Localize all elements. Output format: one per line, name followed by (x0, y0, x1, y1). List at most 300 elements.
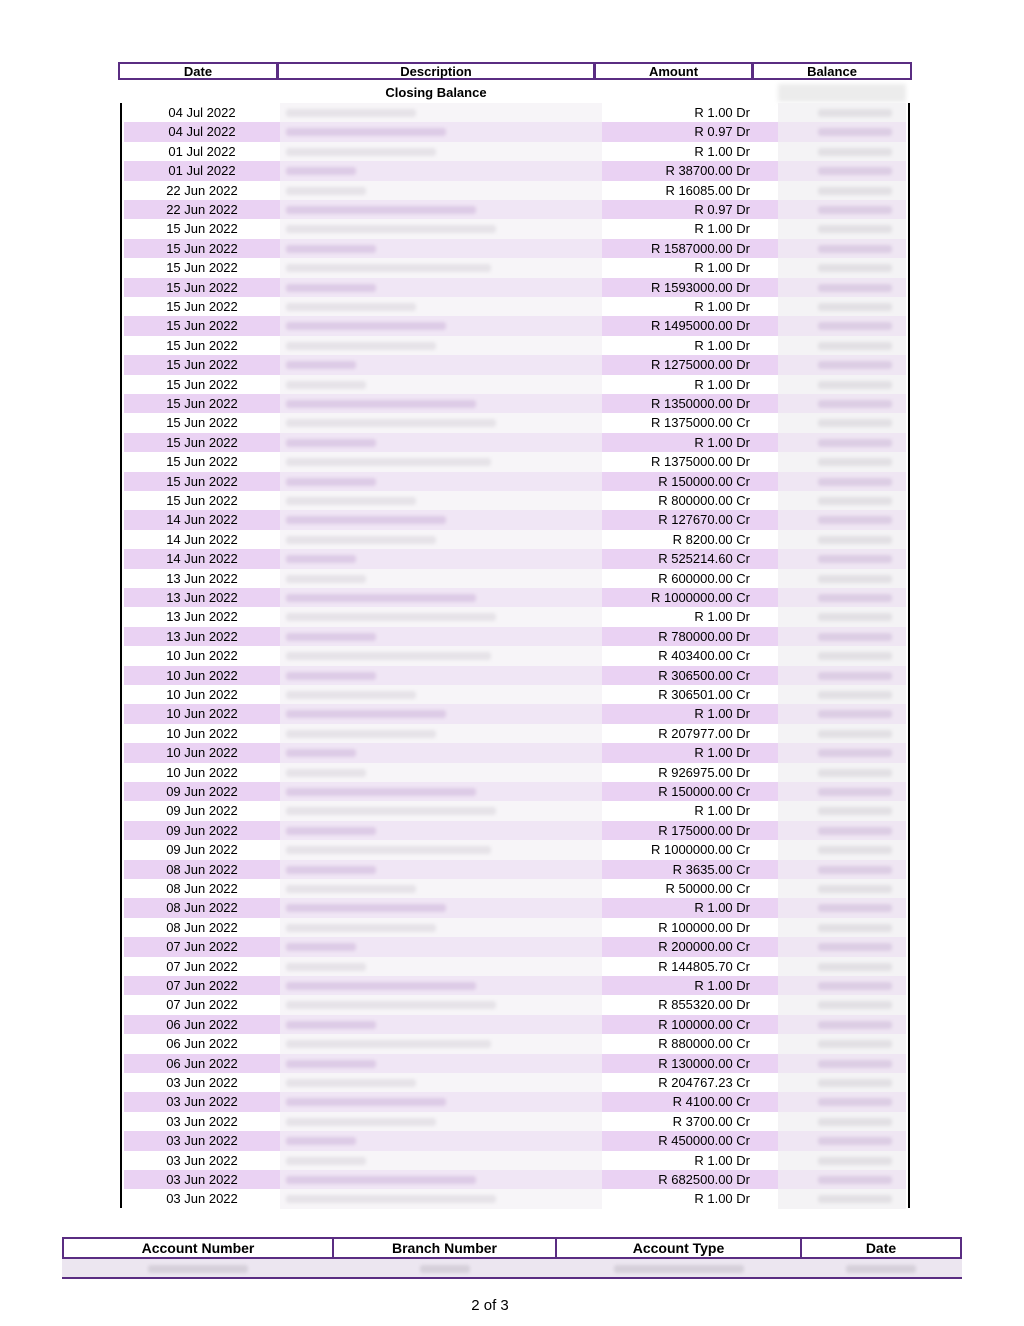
transaction-balance-redacted (778, 976, 906, 995)
transaction-balance-redacted (778, 181, 906, 200)
transaction-amount: R 855320.00 Dr (658, 997, 750, 1013)
transaction-date: 09 Jun 2022 (166, 842, 238, 858)
table-row (122, 937, 908, 956)
table-row (122, 1015, 908, 1034)
table-row (122, 239, 908, 258)
transaction-description-redacted (280, 355, 602, 374)
transaction-balance-redacted (778, 860, 906, 879)
table-row (122, 394, 908, 413)
transaction-description-redacted (280, 1015, 602, 1034)
transaction-description-redacted (280, 627, 602, 646)
transaction-date: 15 Jun 2022 (166, 337, 238, 353)
table-row (122, 1189, 908, 1208)
table-row (122, 530, 908, 549)
branch-number-value-redacted (332, 1259, 557, 1279)
transaction-date: 15 Jun 2022 (166, 493, 238, 508)
transaction-date: 08 Jun 2022 (124, 898, 280, 917)
transaction-description-redacted (280, 413, 602, 432)
transaction-amount: R 880000.00 Cr (658, 1036, 750, 1052)
table-row (122, 1092, 908, 1111)
transaction-amount: R 3635.00 Cr (602, 860, 778, 879)
transaction-date: 10 Jun 2022 (166, 764, 238, 780)
transaction-balance-redacted (778, 704, 906, 723)
transaction-date: 13 Jun 2022 (124, 627, 280, 646)
header-date: Date (118, 62, 278, 80)
transaction-amount: R 1.00 Dr (694, 337, 750, 353)
transaction-date: 13 Jun 2022 (166, 609, 238, 625)
transaction-description-redacted (280, 549, 602, 568)
table-row (122, 957, 908, 976)
transaction-description-redacted (280, 879, 602, 898)
transaction-amount: R 1.00 Dr (694, 376, 750, 392)
transaction-date: 07 Jun 2022 (166, 997, 238, 1013)
transaction-amount: R 450000.00 Cr (602, 1131, 778, 1150)
table-row (122, 297, 908, 316)
transaction-description-redacted (280, 898, 602, 917)
transaction-amount: R 1375000.00 Dr (650, 454, 750, 470)
table-row (122, 763, 908, 782)
transaction-balance-redacted (778, 627, 906, 646)
table-row (122, 316, 908, 335)
table-row (122, 491, 908, 510)
table-row (122, 375, 908, 394)
transaction-date: 22 Jun 2022 (124, 200, 280, 219)
table-row (122, 219, 908, 238)
transaction-description-redacted (280, 530, 602, 549)
transaction-amount: R 207977.00 Dr (658, 725, 750, 741)
transaction-date: 15 Jun 2022 (124, 433, 280, 452)
transaction-description-redacted (280, 1131, 602, 1150)
table-row (122, 433, 908, 452)
transaction-balance-redacted (778, 239, 906, 258)
transaction-description-redacted (280, 743, 602, 762)
transaction-balance-redacted (778, 491, 906, 510)
header-description: Description (277, 62, 595, 80)
table-row (122, 860, 908, 879)
transaction-balance-redacted (778, 258, 906, 277)
transaction-description-redacted (280, 685, 602, 704)
transaction-amount: R 150000.00 Cr (602, 472, 778, 491)
transaction-amount: R 1.00 Dr (694, 221, 750, 237)
transaction-amount: R 780000.00 Dr (602, 627, 778, 646)
transaction-date: 10 Jun 2022 (166, 687, 238, 702)
transaction-balance-redacted (778, 219, 906, 238)
transaction-balance-redacted (778, 607, 906, 626)
transaction-balance-redacted (778, 472, 906, 491)
transaction-date: 07 Jun 2022 (124, 937, 280, 956)
transaction-amount: R 1593000.00 Dr (602, 278, 778, 297)
table-row (122, 1054, 908, 1073)
transaction-amount: R 0.97 Dr (602, 122, 778, 141)
transaction-description-redacted (280, 278, 602, 297)
transaction-description-redacted (280, 1151, 602, 1170)
transaction-date: 04 Jul 2022 (168, 105, 236, 120)
table-row (122, 413, 908, 432)
transaction-date: 15 Jun 2022 (124, 239, 280, 258)
table-row (122, 782, 908, 801)
transaction-balance-redacted (778, 1034, 906, 1053)
transaction-amount: R 1.00 Dr (602, 743, 778, 762)
table-row (122, 510, 908, 529)
transaction-amount: R 100000.00 Cr (602, 1015, 778, 1034)
table-row (122, 976, 908, 995)
table-row (122, 840, 908, 859)
account-number-header: Account Number (62, 1237, 334, 1259)
transaction-description-redacted (280, 200, 602, 219)
transaction-amount: R 525214.60 Cr (602, 549, 778, 568)
transaction-balance-redacted (778, 355, 906, 374)
transaction-balance-redacted (778, 801, 906, 820)
transaction-amount: R 1.00 Dr (694, 803, 750, 819)
table-row (122, 472, 908, 491)
table-row (122, 200, 908, 219)
transaction-description-redacted (280, 801, 602, 820)
transaction-description-redacted (280, 588, 602, 607)
transaction-date: 15 Jun 2022 (166, 299, 238, 314)
transaction-description-redacted (280, 433, 602, 452)
table-row (122, 103, 908, 122)
transaction-date: 10 Jun 2022 (124, 743, 280, 762)
transaction-balance-redacted (778, 569, 906, 588)
transaction-amount: R 1.00 Dr (694, 299, 750, 314)
transaction-date: 06 Jun 2022 (124, 1015, 280, 1034)
transaction-amount: R 0.97 Dr (602, 200, 778, 219)
table-row (122, 355, 908, 374)
transaction-description-redacted (280, 316, 602, 335)
table-row (122, 588, 908, 607)
transaction-balance-redacted (778, 995, 906, 1014)
transaction-description-redacted (280, 452, 602, 471)
transaction-date: 10 Jun 2022 (166, 725, 238, 741)
account-number-value-redacted (62, 1259, 334, 1279)
transaction-date: 09 Jun 2022 (166, 803, 238, 819)
transaction-balance-redacted (778, 957, 906, 976)
transaction-balance-redacted (778, 278, 906, 297)
table-row (122, 704, 908, 723)
transaction-description-redacted (280, 1034, 602, 1053)
transaction-amount: R 1.00 Dr (694, 260, 750, 276)
transaction-date: 13 Jun 2022 (124, 588, 280, 607)
transaction-balance-redacted (778, 666, 906, 685)
transaction-amount: R 306500.00 Cr (602, 666, 778, 685)
transaction-description-redacted (280, 666, 602, 685)
transaction-date: 15 Jun 2022 (124, 355, 280, 374)
table-row (122, 1112, 908, 1131)
transaction-balance-redacted (778, 1151, 906, 1170)
transaction-description-redacted (280, 472, 602, 491)
transaction-description-redacted (280, 297, 602, 316)
table-row (122, 743, 908, 762)
page-number: 2 of 3 (471, 1297, 509, 1314)
transaction-description-redacted (280, 821, 602, 840)
transaction-date: 14 Jun 2022 (124, 510, 280, 529)
transaction-amount: R 306501.00 Cr (658, 687, 750, 702)
transaction-balance-redacted (778, 103, 906, 122)
header-balance: Balance (752, 62, 912, 80)
table-row (122, 724, 908, 743)
transaction-balance-redacted (778, 122, 906, 141)
transaction-date: 14 Jun 2022 (124, 549, 280, 568)
transaction-balance-redacted (778, 1170, 906, 1189)
transaction-date: 06 Jun 2022 (166, 1036, 238, 1052)
transaction-amount: R 682500.00 Dr (602, 1170, 778, 1189)
transaction-description-redacted (280, 103, 602, 122)
transaction-amount: R 204767.23 Cr (658, 1075, 750, 1090)
transaction-balance-redacted (778, 1112, 906, 1131)
transaction-amount: R 3700.00 Cr (672, 1113, 750, 1129)
table-row (122, 142, 908, 161)
transaction-description-redacted (280, 1170, 602, 1189)
transaction-balance-redacted (778, 375, 906, 394)
table-row (122, 879, 908, 898)
table-row (122, 646, 908, 665)
transaction-date: 01 Jul 2022 (124, 161, 280, 180)
transaction-date: 03 Jun 2022 (166, 1191, 238, 1207)
transaction-balance-redacted (778, 297, 906, 316)
transaction-amount: R 1275000.00 Dr (602, 355, 778, 374)
date-value-redacted (800, 1259, 962, 1279)
transaction-date: 08 Jun 2022 (166, 881, 238, 896)
transaction-description-redacted (280, 704, 602, 723)
transaction-amount: R 1.00 Dr (602, 976, 778, 995)
transaction-amount: R 403400.00 Cr (658, 648, 750, 664)
transaction-balance-redacted (778, 413, 906, 432)
header-amount: Amount (594, 62, 753, 80)
transaction-date: 08 Jun 2022 (166, 919, 238, 935)
transaction-description-redacted (280, 957, 602, 976)
transaction-amount: R 1.00 Dr (602, 704, 778, 723)
closing-balance-label: Closing Balance (385, 85, 487, 100)
transaction-date: 04 Jul 2022 (124, 122, 280, 141)
transaction-amount: R 1350000.00 Dr (602, 394, 778, 413)
transaction-amount: R 800000.00 Cr (658, 493, 750, 508)
transaction-amount: R 127670.00 Cr (602, 510, 778, 529)
transaction-description-redacted (280, 122, 602, 141)
transaction-description-redacted (280, 918, 602, 937)
table-row (122, 258, 908, 277)
transaction-date: 03 Jun 2022 (124, 1131, 280, 1150)
table-row (122, 549, 908, 568)
transaction-description-redacted (280, 1054, 602, 1073)
transaction-amount: R 50000.00 Cr (665, 881, 750, 896)
transaction-amount: R 1000000.00 Cr (650, 842, 750, 858)
transaction-description-redacted (280, 142, 602, 161)
closing-balance-value-redacted (778, 84, 906, 102)
transaction-balance-redacted (778, 510, 906, 529)
branch-number-header: Branch Number (332, 1237, 557, 1259)
transaction-description-redacted (280, 375, 602, 394)
table-row (122, 666, 908, 685)
transaction-amount: R 8200.00 Cr (672, 531, 750, 547)
date-header: Date (800, 1237, 962, 1259)
transaction-date: 09 Jun 2022 (124, 821, 280, 840)
transaction-amount: R 926975.00 Dr (658, 764, 750, 780)
transaction-description-redacted (280, 1092, 602, 1111)
transaction-date: 03 Jun 2022 (124, 1092, 280, 1111)
transaction-amount: R 130000.00 Cr (602, 1054, 778, 1073)
transaction-description-redacted (280, 976, 602, 995)
transaction-description-redacted (280, 607, 602, 626)
transaction-date: 15 Jun 2022 (124, 278, 280, 297)
transaction-date: 03 Jun 2022 (166, 1113, 238, 1129)
transaction-description-redacted (280, 860, 602, 879)
transaction-description-redacted (280, 937, 602, 956)
transaction-balance-redacted (778, 336, 906, 355)
table-row (122, 918, 908, 937)
transaction-amount: R 38700.00 Dr (602, 161, 778, 180)
transaction-amount: R 1.00 Dr (694, 1191, 750, 1207)
transaction-description-redacted (280, 239, 602, 258)
transaction-description-redacted (280, 1189, 602, 1208)
transaction-balance-redacted (778, 898, 906, 917)
transaction-date: 08 Jun 2022 (124, 860, 280, 879)
table-row (122, 1170, 908, 1189)
transaction-date: 07 Jun 2022 (124, 976, 280, 995)
table-row (122, 181, 908, 200)
transaction-balance-redacted (778, 743, 906, 762)
transaction-amount: R 1.00 Dr (694, 105, 750, 120)
transaction-balance-redacted (778, 530, 906, 549)
transaction-amount: R 1.00 Dr (602, 433, 778, 452)
transaction-balance-redacted (778, 588, 906, 607)
transaction-balance-redacted (778, 1054, 906, 1073)
transaction-date: 14 Jun 2022 (166, 531, 238, 547)
transaction-description-redacted (280, 569, 602, 588)
transaction-date: 15 Jun 2022 (124, 472, 280, 491)
transaction-amount: R 16085.00 Dr (665, 182, 750, 198)
transaction-description-redacted (280, 491, 602, 510)
transaction-date: 15 Jun 2022 (124, 316, 280, 335)
transaction-balance-redacted (778, 937, 906, 956)
transaction-amount: R 175000.00 Dr (602, 821, 778, 840)
transaction-balance-redacted (778, 840, 906, 859)
transaction-date: 03 Jun 2022 (166, 1075, 238, 1090)
transaction-description-redacted (280, 336, 602, 355)
transaction-balance-redacted (778, 763, 906, 782)
transaction-amount: R 150000.00 Cr (602, 782, 778, 801)
transaction-amount: R 1587000.00 Dr (602, 239, 778, 258)
transaction-date: 01 Jul 2022 (168, 143, 236, 159)
transaction-date: 03 Jun 2022 (166, 1152, 238, 1168)
table-row (122, 569, 908, 588)
transaction-description-redacted (280, 782, 602, 801)
transaction-date: 06 Jun 2022 (124, 1054, 280, 1073)
transaction-amount: R 1.00 Dr (694, 609, 750, 625)
account-type-value-redacted (555, 1259, 802, 1279)
transaction-description-redacted (280, 995, 602, 1014)
transaction-date: 15 Jun 2022 (166, 260, 238, 276)
table-row (122, 821, 908, 840)
transaction-date: 15 Jun 2022 (166, 221, 238, 237)
transaction-date: 22 Jun 2022 (166, 182, 238, 198)
transactions-table (120, 103, 910, 1208)
transaction-date: 07 Jun 2022 (166, 958, 238, 974)
table-row (122, 627, 908, 646)
transaction-balance-redacted (778, 1189, 906, 1208)
transaction-balance-redacted (778, 394, 906, 413)
transaction-balance-redacted (778, 1073, 906, 1092)
transaction-description-redacted (280, 1073, 602, 1092)
transaction-description-redacted (280, 510, 602, 529)
transaction-description-redacted (280, 646, 602, 665)
transaction-balance-redacted (778, 724, 906, 743)
transaction-balance-redacted (778, 1015, 906, 1034)
transaction-amount: R 1495000.00 Dr (602, 316, 778, 335)
table-row (122, 122, 908, 141)
transaction-balance-redacted (778, 316, 906, 335)
transaction-description-redacted (280, 1112, 602, 1131)
transaction-balance-redacted (778, 918, 906, 937)
transaction-date: 15 Jun 2022 (166, 454, 238, 470)
transaction-amount: R 100000.00 Dr (658, 919, 750, 935)
transaction-balance-redacted (778, 646, 906, 665)
transaction-date: 15 Jun 2022 (124, 394, 280, 413)
account-type-header: Account Type (555, 1237, 802, 1259)
transaction-amount: R 4100.00 Cr (602, 1092, 778, 1111)
table-row (122, 278, 908, 297)
table-row (122, 607, 908, 626)
transaction-date: 15 Jun 2022 (166, 376, 238, 392)
transaction-description-redacted (280, 219, 602, 238)
transaction-balance-redacted (778, 433, 906, 452)
transaction-amount: R 1.00 Dr (694, 143, 750, 159)
transaction-balance-redacted (778, 452, 906, 471)
transaction-date: 10 Jun 2022 (166, 648, 238, 664)
transaction-amount: R 1.00 Dr (602, 898, 778, 917)
transaction-amount: R 1375000.00 Cr (650, 415, 750, 431)
transaction-balance-redacted (778, 1092, 906, 1111)
transaction-amount: R 1000000.00 Cr (602, 588, 778, 607)
transaction-balance-redacted (778, 879, 906, 898)
transaction-date: 13 Jun 2022 (166, 570, 238, 586)
table-row (122, 452, 908, 471)
transaction-description-redacted (280, 724, 602, 743)
transaction-amount: R 600000.00 Cr (658, 570, 750, 586)
transaction-description-redacted (280, 840, 602, 859)
transaction-description-redacted (280, 161, 602, 180)
table-row (122, 801, 908, 820)
transaction-balance-redacted (778, 549, 906, 568)
transaction-balance-redacted (778, 161, 906, 180)
table-row (122, 1073, 908, 1092)
table-row (122, 1034, 908, 1053)
table-row (122, 161, 908, 180)
transaction-balance-redacted (778, 200, 906, 219)
transaction-date: 15 Jun 2022 (166, 415, 238, 431)
transaction-date: 03 Jun 2022 (124, 1170, 280, 1189)
table-row (122, 1131, 908, 1150)
table-row (122, 685, 908, 704)
transaction-description-redacted (280, 181, 602, 200)
table-row (122, 336, 908, 355)
transaction-balance-redacted (778, 142, 906, 161)
transaction-description-redacted (280, 394, 602, 413)
transaction-balance-redacted (778, 1131, 906, 1150)
transaction-date: 10 Jun 2022 (124, 666, 280, 685)
table-row (122, 995, 908, 1014)
transaction-amount: R 144805.70 Cr (658, 958, 750, 974)
transaction-description-redacted (280, 258, 602, 277)
transaction-date: 10 Jun 2022 (124, 704, 280, 723)
transaction-balance-redacted (778, 821, 906, 840)
transaction-description-redacted (280, 763, 602, 782)
transaction-balance-redacted (778, 685, 906, 704)
table-row (122, 1151, 908, 1170)
table-row (122, 898, 908, 917)
transaction-date: 09 Jun 2022 (124, 782, 280, 801)
transaction-amount: R 1.00 Dr (694, 1152, 750, 1168)
transaction-balance-redacted (778, 782, 906, 801)
